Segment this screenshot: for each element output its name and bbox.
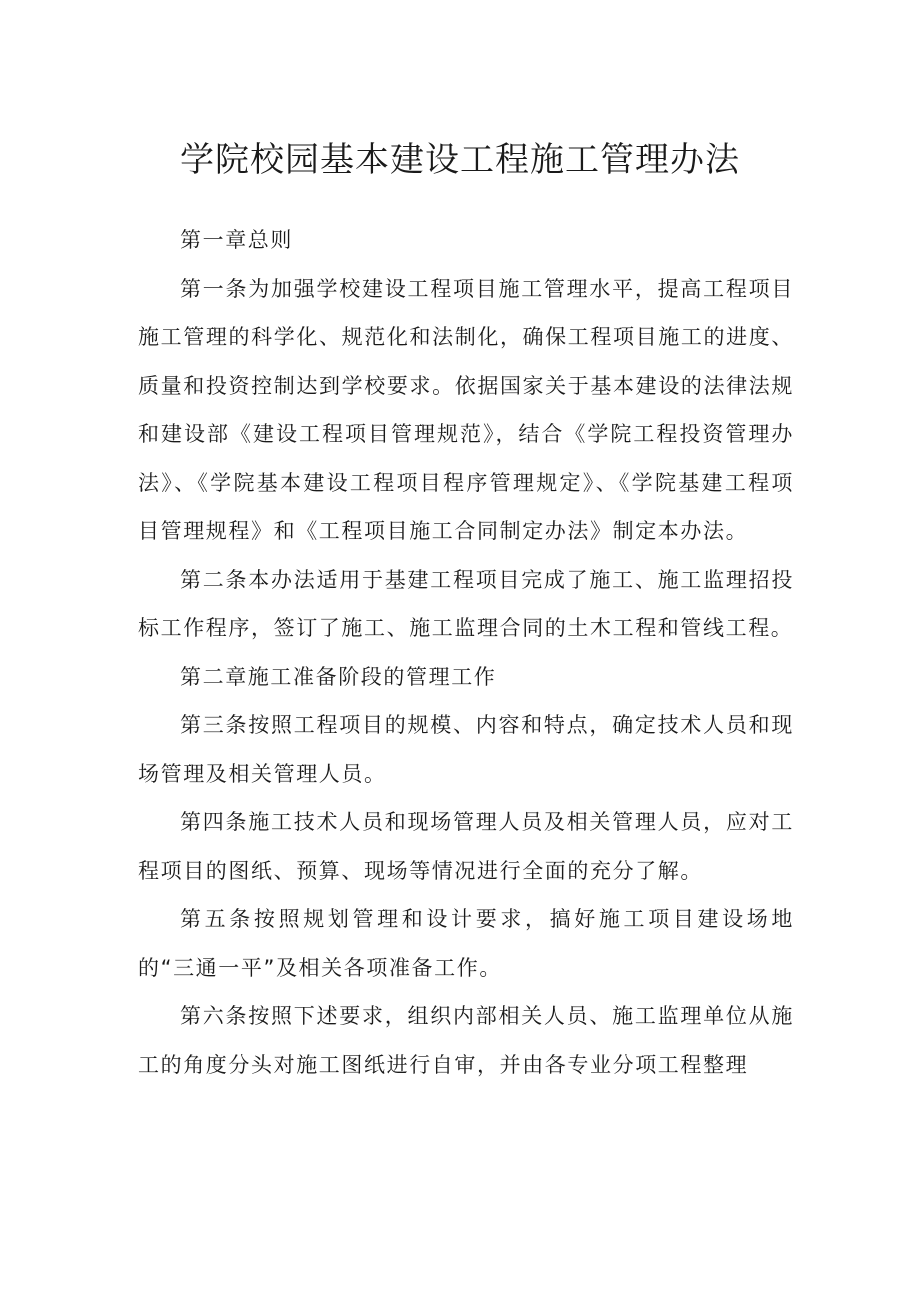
document-title: 学院校园基本建设工程施工管理办法 bbox=[180, 140, 740, 180]
chapter-heading: 第一章总则 bbox=[180, 228, 293, 252]
paragraph: 第二条本办法适用于基建工程项目完成了施工、施工监理招投标工作程序，签订了施工、施工监理合同的土木工程和管线工程。 bbox=[138, 567, 794, 640]
document-body bbox=[138, 216, 794, 1089]
paragraph: 第六条按照下述要求，组织内部相关人员、施工监理单位从施工的角度分头对施工图纸进行自审，并由各专业分项工程整理 bbox=[138, 1004, 794, 1077]
paragraph: 第一条为加强学校建设工程项目施工管理水平，提高工程项目施工管理的科学化、规范化和法制化，确保工程项目施工的进度、质量和投资控制达到学校要求。依据国家关于基本建设的法律法规和建设部《建设工程项目管理规范》，结合《学院工程投资管理办法》、《学院基本建设工程项目程序管理规定》、《学院基建工程项目管理规程》和《工程项目施工合同制定办法》制定本办法。 bbox=[138, 276, 794, 543]
paragraph: 第五条按照规划管理和设计要求，搞好施工项目建设场地的“三通一平”及相关各项准备工作。 bbox=[138, 907, 794, 980]
paragraph: 第四条施工技术人员和现场管理人员及相关管理人员，应对工程项目的图纸、预算、现场等情况进行全面的充分了解。 bbox=[138, 810, 794, 883]
paragraph: 第三条按照工程项目的规模、内容和特点，确定技术人员和现场管理及相关管理人员。 bbox=[138, 713, 794, 786]
chapter-heading: 第二章施工准备阶段的管理工作 bbox=[180, 664, 497, 689]
